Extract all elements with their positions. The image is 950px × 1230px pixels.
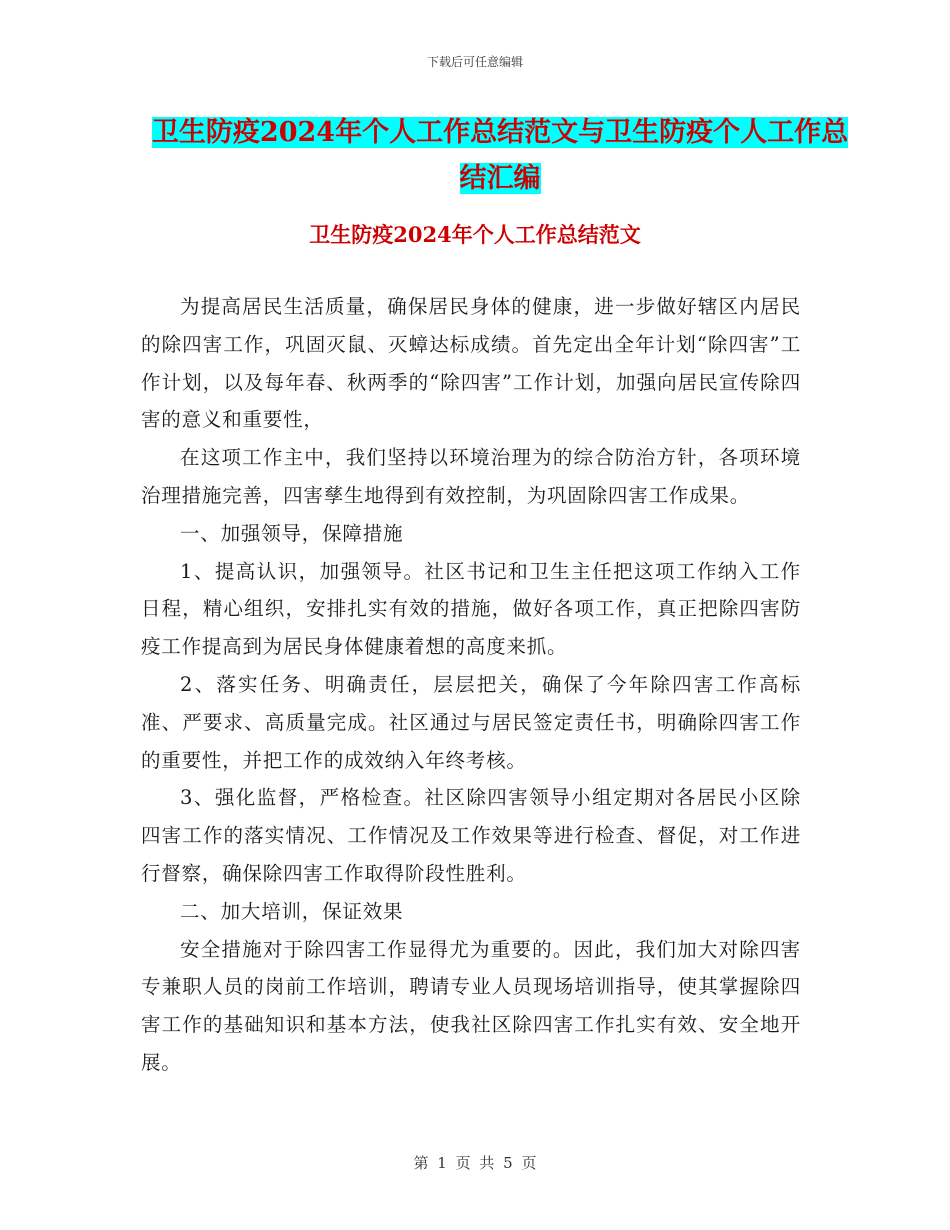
paragraph: 在这项工作主中，我们坚持以环境治理为的综合防治方针，各项环境治理措施完善，四害孳生地得到有效控制，为巩固除四害工作成果。 bbox=[141, 446, 801, 507]
document-title bbox=[150, 110, 850, 202]
paragraph: 3、强化监督，严格检查。社区除四害领导小组定期对各居民小区除四害工作的落实情况、工作情况及工作效果等进行检查、督促，对工作进行督察，确保除四害工作取得阶段性胜利。 bbox=[141, 786, 801, 885]
paragraph: 1、提高认识，加强领导。社区书记和卫生主任把这项工作纳入工作日程，精心组织，安排扎实有效的措施，做好各项工作，真正把除四害防疫工作提高到为居民身体健康着想的高度来抓。 bbox=[141, 559, 801, 659]
document-title-text: 卫生防疫2024年个人工作总结范文与卫生防疫个人工作总结汇编 bbox=[151, 117, 849, 194]
subheading: 二、加大培训，保证效果 bbox=[180, 899, 404, 923]
paragraph: 2、落实任务、明确责任，层层把关，确保了今年除四害工作高标准、严要求、高质量完成。社区通过与居民签定责任书，明确除四害工作的重要性，并把工作的成效纳入年终考核。 bbox=[141, 672, 801, 772]
paragraph: 为提高居民生活质量，确保居民身体的健康，进一步做好辖区内居民的除四害工作，巩固灭鼠、灭蟑达标成绩。首先定出全年计划“除四害”工作计划，以及每年春、秋两季的“除四害”工作计划，加强向居民宣传除四害的意义和重要性， bbox=[141, 295, 801, 432]
section-title: 卫生防疫2024年个人工作总结范文 bbox=[309, 222, 641, 247]
header-note: 下载后可任意编辑 bbox=[426, 55, 523, 69]
document-body bbox=[141, 288, 801, 1082]
paragraph: 安全措施对于除四害工作显得尤为重要的。因此，我们加大对除四害专兼职人员的岗前工作培训，聘请专业人员现场培训指导，使其掌握除四害工作的基础知识和基本方法，使我社区除四害工作扎实有效、安全地开展。 bbox=[141, 937, 801, 1074]
subheading: 一、加强领导，保障措施 bbox=[180, 521, 404, 545]
page-number-footer: 第 1 页 共 5 页 bbox=[413, 1154, 537, 1172]
